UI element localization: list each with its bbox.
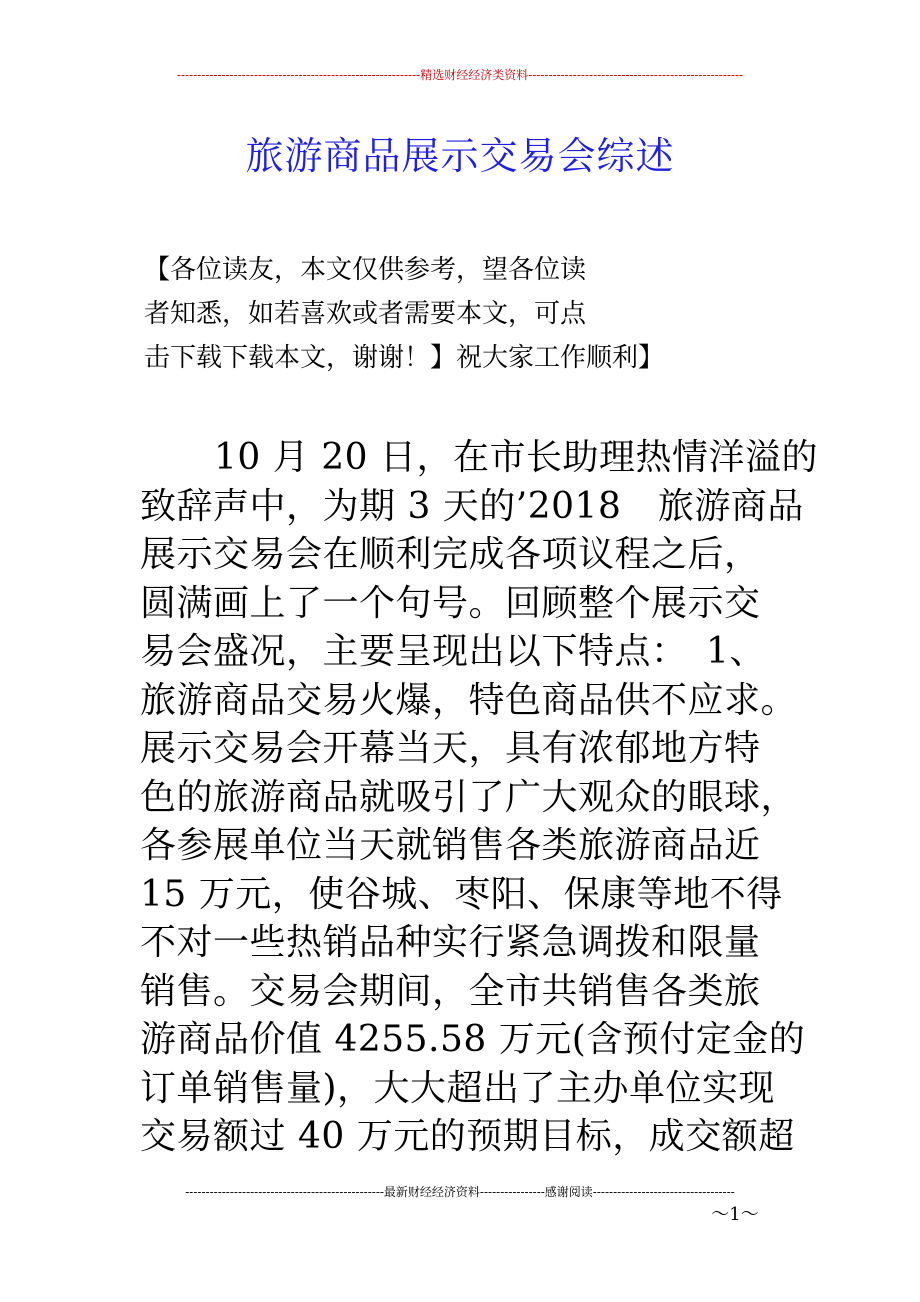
body-line: 展示交易会开幕当天，具有浓郁地方特 [140,728,761,769]
notice-line: 【各位读友，本文仅供参考，望各位读 [144,255,587,285]
body-line: 圆满画上了一个句号。回顾整个展示交 [140,582,761,624]
body-line: 各参展单位当天就销售各类旅游商品近 [140,825,761,866]
document-title: 旅游商品展示交易会综述 [245,134,675,178]
body-line: 游商品价值 4255.58 万元(含预付定金的 [140,1019,806,1060]
body-line: 10 月 20 日，在市长助理热情洋溢的 [214,437,818,478]
page-footer-line: -------------------------------------------------最新财经经济资料----------------感谢阅读----------------------------------- [185,1185,735,1199]
body-line: 致辞声中，为期 3 天的’2018 旅游商品 [140,485,804,527]
body-line: 不对一些热销品种实行紧急调拨和限量 [140,922,761,963]
body-line: 展示交易会在顺利完成各项议程之后， [140,534,761,575]
body-line: 色的旅游商品就吸引了广大观众的眼球， [140,776,798,818]
body-line: 销售。交易会期间，全市共销售各类旅 [140,970,761,1012]
reader-notice [144,248,784,380]
body-line: 15 万元，使谷城、枣阳、保康等地不得 [140,873,783,915]
notice-line: 者知悉，如若喜欢或者需要本文，可点 [144,299,587,329]
document-body [140,434,818,1162]
body-line: 订单销售量)，大大超出了主办单位实现 [140,1067,776,1109]
body-line: 交易额过 40 万元的预期目标，成交额超 [140,1116,795,1157]
page-header-line: ------------------------------------------------------------精选财经经济类资料----------------------------------------------------- [176,68,744,82]
page-number: ～1～ [711,1204,759,1225]
notice-line: 击下载下载本文，谢谢！】祝大家工作顺利】 [144,343,665,373]
body-line: 易会盛况，主要呈现出以下特点： 1、 [140,631,766,672]
body-line: 旅游商品交易火爆，特色商品供不应求。 [140,679,798,721]
